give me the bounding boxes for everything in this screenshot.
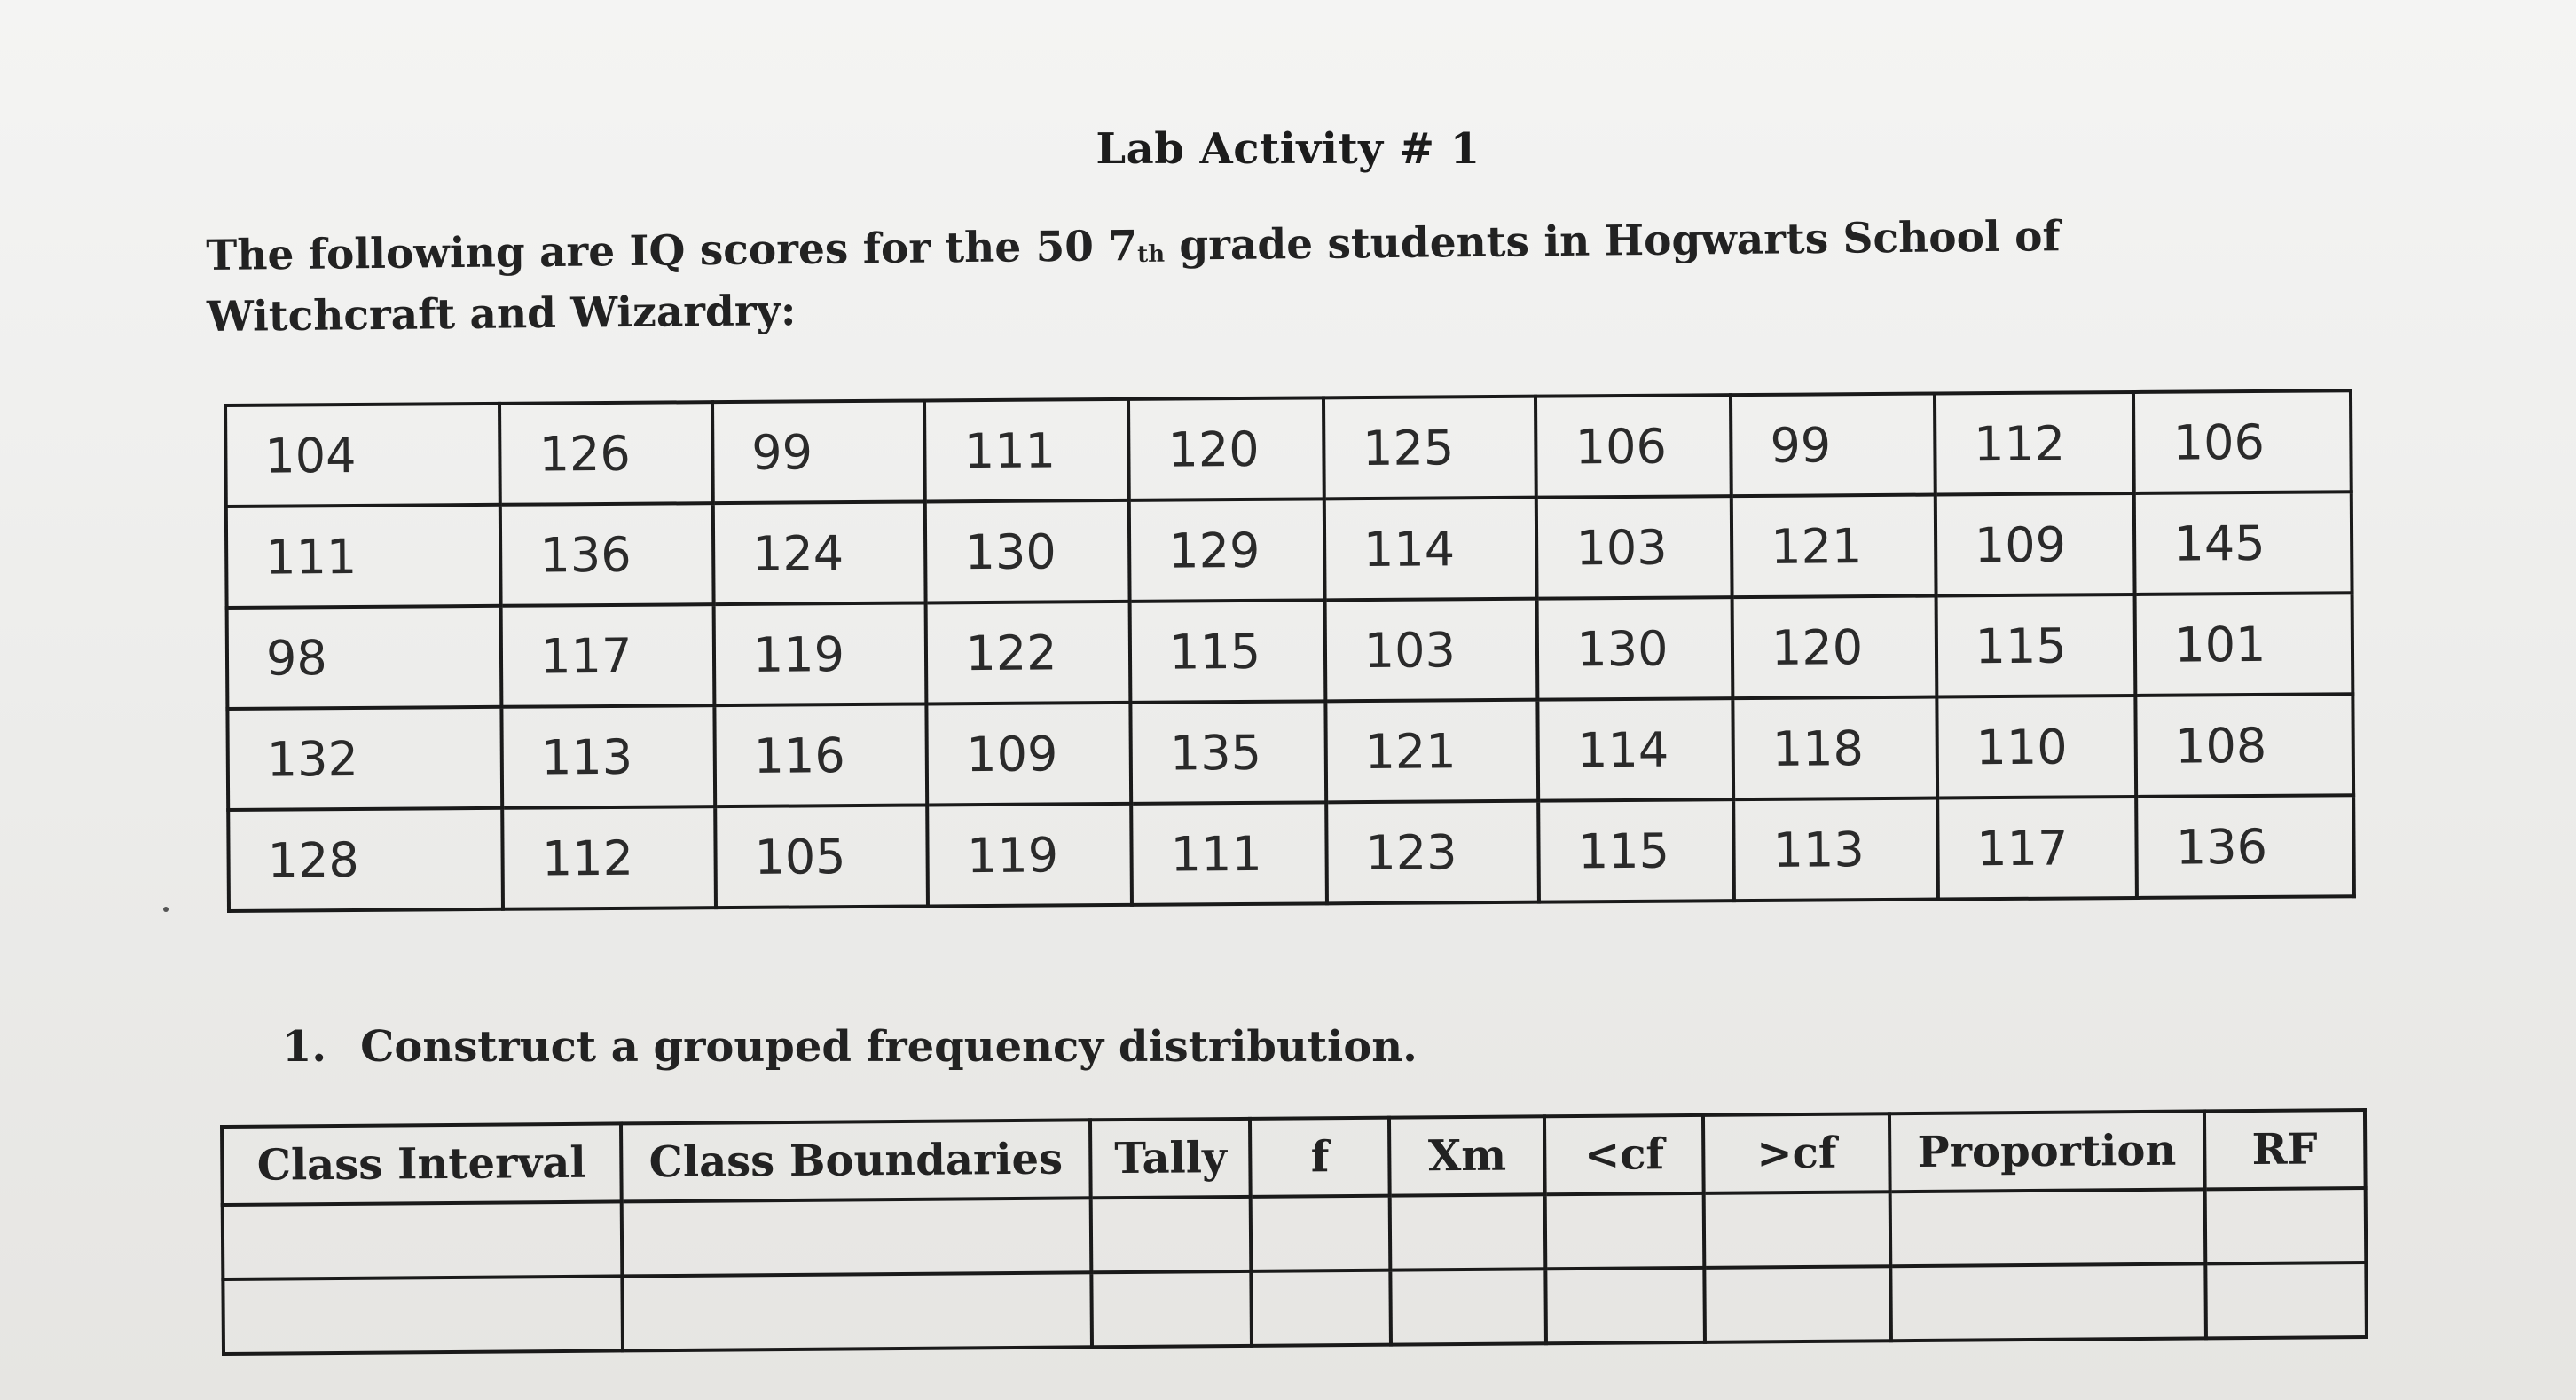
question-number: 1. — [282, 1022, 327, 1072]
score-cell: 136 — [500, 503, 713, 606]
column-header: Class Boundaries — [621, 1120, 1091, 1201]
blank-cell — [2205, 1262, 2367, 1338]
score-cell: 115 — [1936, 594, 2135, 697]
score-cell: 136 — [2137, 795, 2354, 898]
score-row — [227, 593, 2353, 709]
score-cell: 128 — [228, 808, 503, 911]
score-cell: 111 — [1131, 802, 1326, 905]
score-cell: 112 — [502, 806, 715, 909]
column-header: Tally — [1090, 1119, 1251, 1198]
blank-cell — [1545, 1193, 1705, 1269]
blank-cell — [1545, 1268, 1705, 1343]
column-header: f — [1250, 1118, 1390, 1197]
score-cell: 99 — [1731, 394, 1935, 497]
score-cell: 115 — [1130, 600, 1325, 703]
score-cell: 109 — [927, 703, 1131, 806]
score-cell: 122 — [926, 602, 1130, 704]
blank-cell — [1091, 1197, 1251, 1272]
column-header: Proportion — [1889, 1111, 2204, 1192]
score-cell: 119 — [713, 602, 926, 705]
score-cell: 111 — [226, 505, 501, 608]
score-cell: 145 — [2134, 492, 2352, 594]
column-header: RF — [2203, 1110, 2365, 1189]
score-cell: 121 — [1325, 700, 1538, 803]
blank-cell — [223, 1201, 622, 1279]
paper-mark — [163, 907, 169, 912]
blank-cell — [622, 1272, 1092, 1350]
score-cell: 113 — [502, 705, 715, 808]
blank-cell — [223, 1276, 622, 1354]
score-cell: 110 — [1936, 696, 2136, 798]
score-cell: 114 — [1538, 698, 1733, 801]
score-cell: 104 — [225, 404, 500, 507]
score-cell: 98 — [227, 606, 502, 709]
blank-cell — [1092, 1271, 1252, 1347]
blank-cell — [621, 1198, 1091, 1276]
score-cell: 103 — [1536, 496, 1732, 599]
score-cell: 117 — [501, 604, 714, 707]
column-header: >cf — [1703, 1113, 1889, 1193]
score-cell: 117 — [1937, 797, 2137, 900]
frequency-distribution-table — [220, 1108, 2368, 1356]
blank-cell — [1889, 1189, 2204, 1266]
blank-cell — [1705, 1266, 1891, 1342]
score-cell: 106 — [1535, 395, 1731, 498]
score-cell: 126 — [499, 402, 712, 505]
score-cell: 106 — [2133, 390, 2351, 493]
blank-cell — [1704, 1192, 1890, 1268]
score-cell: 115 — [1539, 799, 1734, 902]
score-cell: 105 — [715, 805, 928, 908]
blank-cell — [2204, 1188, 2366, 1263]
intro-text-after: grade students in Hogwarts School of Witchcraft and Wizardry: — [206, 212, 2061, 342]
blank-cell — [1251, 1196, 1391, 1271]
score-row — [227, 694, 2353, 810]
score-cell: 120 — [1128, 397, 1323, 500]
score-cell: 99 — [712, 400, 925, 503]
score-cell: 111 — [924, 399, 1128, 502]
blank-cell — [1391, 1269, 1546, 1344]
question-1 — [282, 1022, 1418, 1072]
score-cell: 118 — [1732, 697, 1936, 800]
score-cell: 119 — [928, 804, 1132, 907]
score-cell: 130 — [925, 500, 1129, 603]
intro-text-before: The following are IQ scores for the 50 7 — [206, 222, 1138, 280]
column-header: <cf — [1544, 1115, 1704, 1194]
score-cell: 135 — [1130, 701, 1325, 804]
score-cell: 116 — [714, 704, 927, 806]
score-cell: 129 — [1129, 499, 1324, 602]
score-cell: 109 — [1935, 493, 2134, 596]
blank-row — [223, 1262, 2367, 1354]
column-header: Xm — [1389, 1116, 1544, 1195]
iq-scores-table — [224, 389, 2356, 913]
intro-paragraph — [206, 208, 2247, 345]
score-cell: 113 — [1733, 798, 1937, 901]
blank-cell — [1890, 1263, 2205, 1341]
score-cell: 103 — [1324, 599, 1537, 702]
score-cell: 120 — [1732, 596, 1936, 699]
column-header: Class Interval — [222, 1123, 621, 1205]
blank-cell — [1390, 1194, 1545, 1270]
score-row — [228, 795, 2354, 911]
score-cell: 121 — [1732, 495, 1936, 598]
score-cell: 114 — [1324, 498, 1537, 601]
score-row — [225, 390, 2352, 507]
score-cell: 125 — [1323, 397, 1536, 499]
ordinal-suffix: th — [1136, 240, 1166, 269]
score-cell: 108 — [2136, 694, 2353, 797]
score-cell: 130 — [1537, 597, 1732, 700]
question-text: Construct a grouped frequency distribution. — [360, 1022, 1418, 1072]
score-row — [226, 492, 2352, 608]
score-cell: 124 — [713, 501, 926, 604]
score-cell: 112 — [1935, 392, 2134, 495]
score-cell: 132 — [227, 707, 502, 810]
blank-cell — [1252, 1270, 1392, 1346]
page-title: Lab Activity # 1 — [1096, 124, 1480, 174]
score-cell: 123 — [1326, 801, 1539, 904]
score-cell: 101 — [2135, 593, 2352, 696]
